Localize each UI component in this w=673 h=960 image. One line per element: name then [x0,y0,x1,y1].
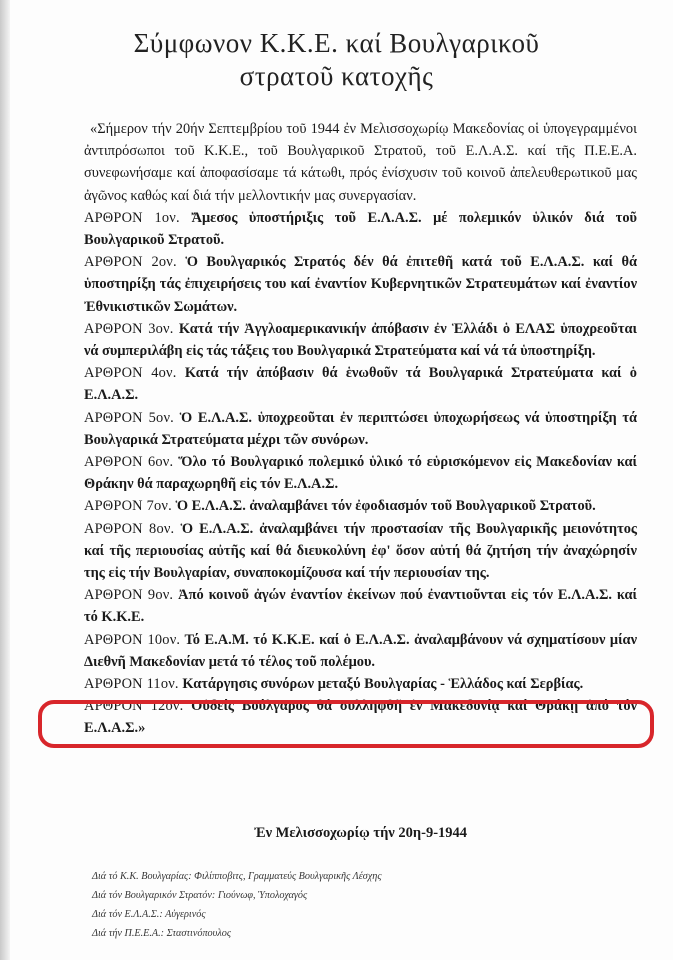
article-2 [84,251,637,318]
signatory-line: Διά τό Κ.Κ. Βουλγαρίας: Φιλίπποβιτς, Γραμματεύς Βουλγαρικῆς Λέσχης [92,871,382,882]
article-text: Οὐδείς Βούλγαρος θά συλληφθῆ ἐν Μακεδονίᾳ καί Θράκῃ ἀπό τόν Ε.Λ.Α.Σ.» [84,698,637,737]
article-label: ΑΡΘΡΟΝ 9ον. [84,587,174,604]
article-label: ΑΡΘΡΟΝ 6ον. [84,454,174,471]
article-5 [84,407,637,451]
intro-paragraph: «Σήμερον τήν 20ήν Σεπτεμβρίου τοῦ 1944 ἐν Μελισσοχωρίῳ Μακεδονίας οἱ ὑπογεγραμμένοι ἀντιπρόσωποι τοῦ Κ.Κ.Ε., τοῦ Βουλγαρικοῦ Στρατοῦ, τοῦ Ε.Λ.Α.Σ. καί τῆς Π.Ε.Ε.Α. συνεφωνήσαμε καί ἀποφασίσαμε τά κάτωθι, πρός ἐνίσχυσιν τοῦ κοινοῦ ἀπελευθερωτικοῦ μας ἀγῶνος καθώς καί διά τήν μελλοντικήν μας συνεργασίαν. [84,121,637,204]
article-label: ΑΡΘΡΟΝ 4ον. [84,365,177,382]
article-label: ΑΡΘΡΟΝ 1ον. [84,209,180,226]
article-3 [84,318,637,362]
article-1 [84,207,637,251]
article-text: Ὅλο τό Βουλγαρικό πολεμικό ὑλικό τό εὑρισκόμενον εἰς Μακεδονίαν καί Θράκην θά παραχωρηθῆ εἰς τόν Ε.Λ.Α.Σ. [84,454,637,493]
place-date-line: Ἐν Μελισσοχωρίῳ τήν 20η-9-1944 [253,825,468,841]
article-text: Ὁ Ε.Λ.Α.Σ. ἀναλαμβάνει τήν προστασίαν τῆς Βουλγαρικῆς μειονότητος καί τῆς περιουσίας αὐτῆς καί θά διευκολύνη ἐφ' ὅσον αὐτή θά ζητήση τήν ἀναχώρησίν της εἰς τήν Βουλγαρίαν, συναποκομίζουσα καί τήν περιουσίαν της. [84,520,637,582]
title-line-1: Σύμφωνον Κ.Κ.Ε. καί Βουλγαρικοῦ [133,28,540,58]
article-7 [84,495,637,517]
article-text: Κατά τήν ἀπόβασιν θά ἑνωθοῦν τά Βουλγαρικά Στρατεύματα καί ὁ Ε.Λ.Α.Σ. [84,365,637,404]
signatory-line: Διά τήν Π.Ε.Ε.Α.: Σταστινόπουλος [92,928,231,939]
article-text: Κατάργησις συνόρων μεταξύ Βουλγαρίας - Ἑλλάδος καί Σερβίας. [182,676,584,693]
document-body [84,118,637,740]
article-10-highlight-box [38,700,654,748]
article-text: Ὁ Ε.Λ.Α.Σ. ἀναλαμβάνει τόν ἐφοδιασμόν τοῦ Βουλγαρικοῦ Στρατοῦ. [175,498,596,515]
article-label: ΑΡΘΡΟΝ 5ον. [84,409,174,426]
signatory-line: Διά τόν Βουλγαρικόν Στρατόν: Γιούνωφ, Ὑπολοχαγός [92,890,308,901]
article-10 [84,629,637,673]
page-edge-shadow [0,0,10,960]
article-text: Ὁ Ε.Λ.Α.Σ. ὑποχρεοῦται ἐν περιπτώσει ὑποχωρήσεως νά ὑποστηρίξη τά Βουλγαρικά Στρατεύματα μέχρι τῶν συνόρων. [84,409,637,448]
article-text: Ἄμεσος ὑποστήριξις τοῦ Ε.Λ.Α.Σ. μέ πολεμικόν ὑλικόν διά τοῦ Βουλγαρικοῦ Στρατοῦ. [84,209,637,249]
article-label: ΑΡΘΡΟΝ 2ον. [84,254,177,271]
article-label: ΑΡΘΡΟΝ 11ον. [84,676,179,693]
title-line-2: στρατοῦ κατοχῆς [239,61,434,91]
article-label: ΑΡΘΡΟΝ 7ον. [84,498,172,515]
article-11 [84,673,637,695]
article-label: ΑΡΘΡΟΝ 8ον. [84,520,175,537]
article-label: ΑΡΘΡΟΝ 3ον. [84,320,174,337]
article-text: Τό Ε.Α.Μ. τό Κ.Κ.Ε. καί ὁ Ε.Λ.Α.Σ. ἀναλαμβάνουν νά σχηματίσουν μίαν Διεθνῆ Μακεδονίαν μετά τό τέλος τοῦ πολέμου. [84,631,638,670]
article-text: Ἀπό κοινοῦ ἀγών ἐναντίον ἐκείνων πού ἐναντιοῦνται εἰς τόν Ε.Λ.Α.Σ. καί τό Κ.Κ.Ε. [84,587,637,626]
signatory-line: Διά τόν Ε.Λ.Α.Σ.: Αὐγερινός [92,909,206,920]
signatories-list [92,867,592,943]
article-label: ΑΡΘΡΟΝ 12ον. [84,698,184,715]
article-label: ΑΡΘΡΟΝ 10ον. [84,631,181,648]
article-text: Κατά τήν Ἀγγλοαμερικανικήν ἀπόβασιν ἐν Ἑλλάδι ὁ ΕΛΑΣ ὑποχρεοῦται νά συμπεριλάβη εἰς τάς τάξεις του Βουλγαρικά Στρατεύματα καί νά τά ὑποστηρίξη. [84,320,637,360]
article-6 [84,451,637,495]
article-9 [84,584,637,628]
article-text: Ὁ Βουλγαρικός Στρατός δέν θά ἐπιτεθῆ κατά τοῦ Ε.Λ.Α.Σ. καί θά ὑποστηρίξη τάς ἐπιχειρήσεις του καί ἐναντίον Κυβερνητικῶν Στρατευμάτων καί ἐναντίον Ἐθνικιστικῶν Σωμάτων. [84,254,637,315]
article-4 [84,362,637,406]
article-8 [84,518,637,585]
